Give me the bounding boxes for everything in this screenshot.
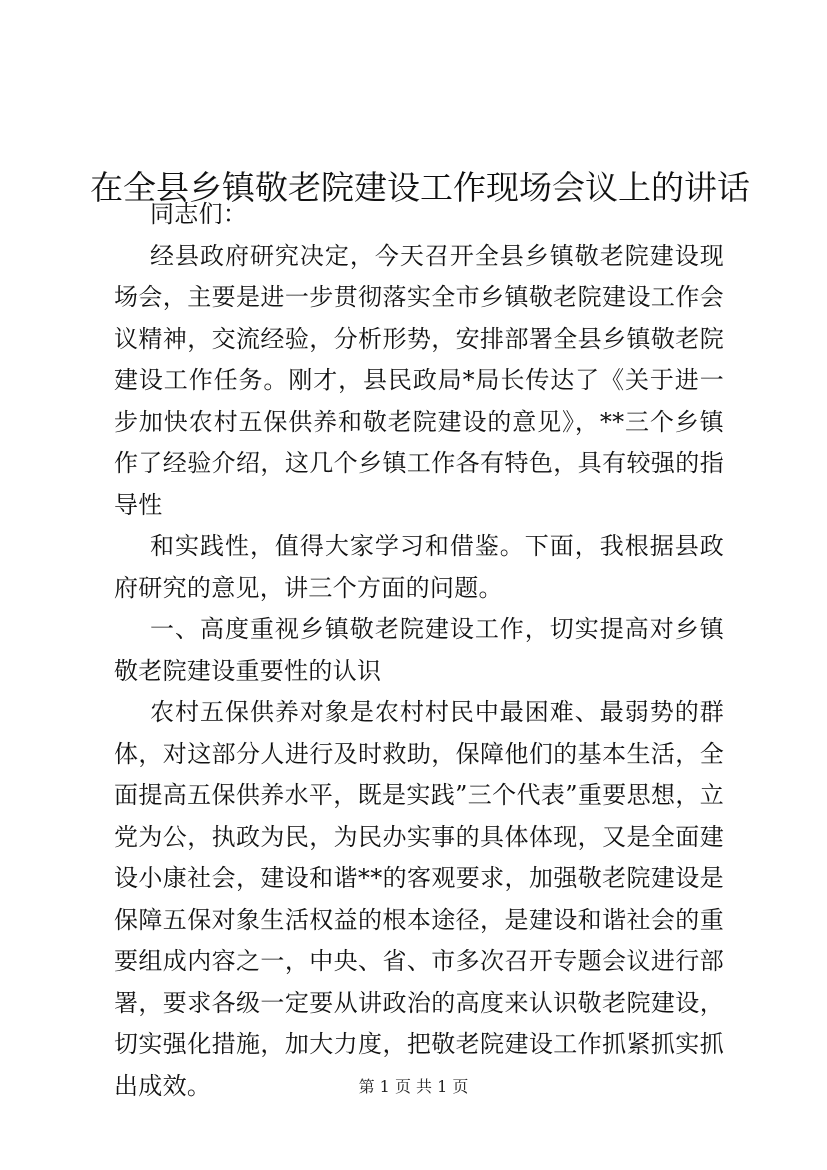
salutation-paragraph: 同志们： <box>150 200 248 228</box>
section-heading-one: 一、高度重视乡镇敬老院建设工作，切实提高对乡镇敬老院建设重要性的认识 <box>114 615 724 685</box>
section-one-body-paragraph: 农村五保供养对象是农村村民中最困难、最弱势的群体，对这部分人进行及时救助，保障他们的基本生活，全面提高五保供养水平，既是实践”三个代表”重要思想，立党为公，执政为民，为民办实事的具体体现，又是全面建设小康社会，建设和谐**的客观要求，加强敬老院建设是保障五保对象生活权益的根本途径，是建设和谐社会的重要组成内容之一，中央、省、市多次召开专题会议进行部署，要求各级一定要从讲政治的高度来认识敬老院建设，切实强化措施，加大力度，把敬老院建设工作抓紧抓实抓出成效。 <box>114 698 724 1100</box>
intro-continuation-paragraph: 和实践性，值得大家学习和借鉴。下面，我根据县政府研究的意见，讲三个方面的问题。 <box>114 532 724 602</box>
document-title: 在全县乡镇敬老院建设工作现场会议上的讲话 <box>90 168 750 208</box>
document-body <box>114 194 724 1107</box>
intro-paragraph: 经县政府研究决定，今天召开全县乡镇敬老院建设现场会，主要是进一步贯彻落实全市乡镇敬老院建设工作会议精神，交流经验，分析形势，安排部署全县乡镇敬老院建设工作任务。刚才，县民政局*局长传达了《关于进一步加快农村五保供养和敬老院建设的意见》，**三个乡镇作了经验介绍，这几个乡镇工作各有特色，具有较强的指导性 <box>114 241 724 519</box>
page-number-footer: 第 1 页 共 1 页 <box>358 1077 469 1096</box>
